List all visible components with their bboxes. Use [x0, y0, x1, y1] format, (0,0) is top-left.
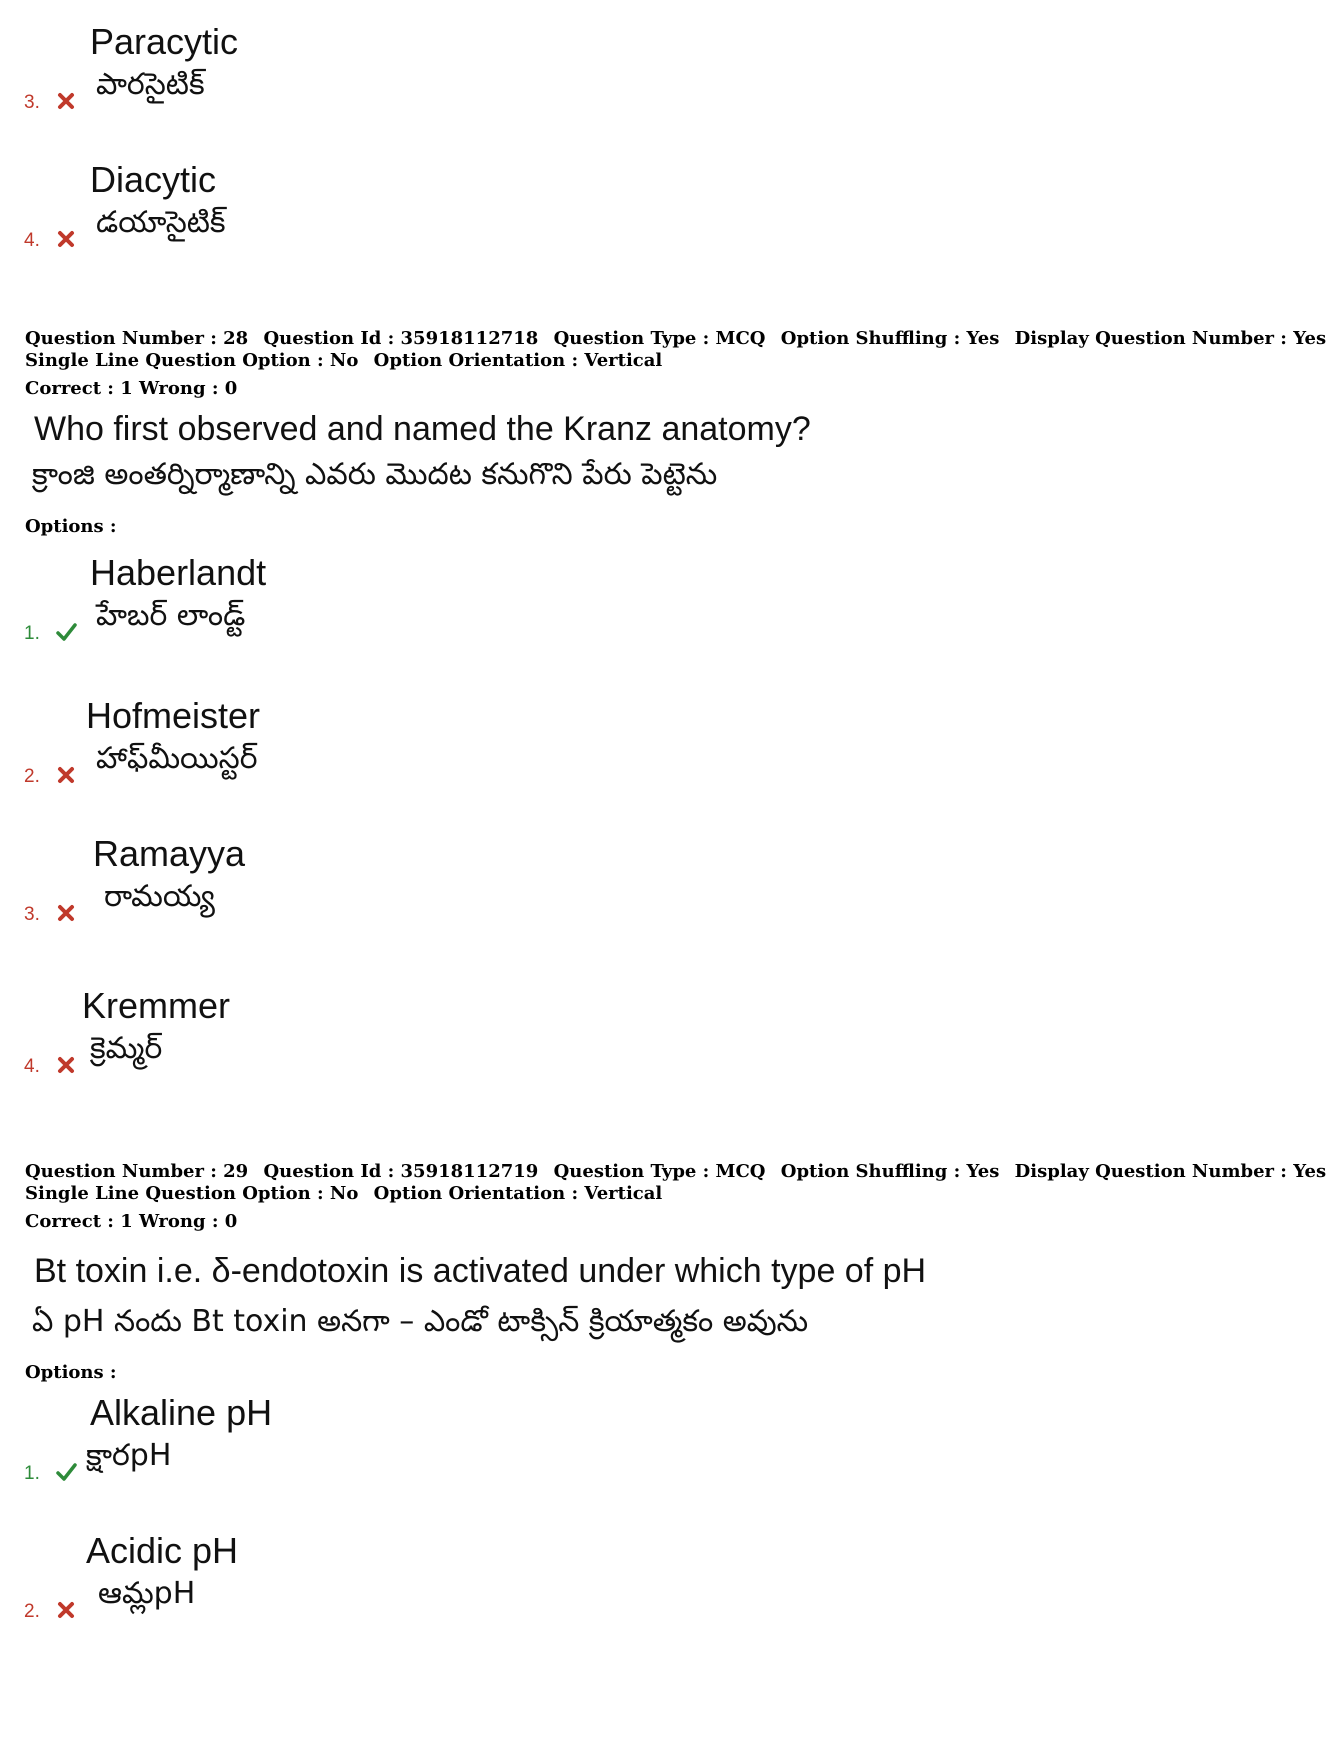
option-text-te: రామయ్య [104, 879, 215, 914]
option-orientation: Option Orientation : Vertical [373, 1183, 663, 1204]
option-q27-3 [24, 22, 624, 142]
option-text-en: Acidic pH [86, 1530, 239, 1571]
question-type: Question Type : MCQ [553, 328, 766, 349]
option-text-en: Haberlandt [90, 552, 267, 593]
question-text-en: Who first observed and named the Kranz anatomy? [34, 410, 811, 448]
question-text-en: Bt toxin i.e. δ-endotoxin is activated under which type of pH [34, 1252, 927, 1290]
option-q28-2 [24, 696, 624, 816]
display-question-number: Display Question Number : Yes [1014, 1161, 1327, 1182]
option-q29-1 [24, 1393, 624, 1513]
question-text-te: క్రాంజి అంతర్నిర్మాణాన్ని ఎవరు మొదట కనుగొని పేరు పెట్టెను [32, 457, 718, 492]
single-line-option: Single Line Question Option : No [25, 350, 359, 371]
question-number: Question Number : 28 [25, 328, 249, 349]
option-shuffling: Option Shuffling : Yes [780, 1161, 1000, 1182]
question-meta-line2 [25, 1183, 1215, 1204]
option-number: 1. [24, 623, 40, 644]
option-text-en: Ramayya [93, 833, 246, 874]
option-q28-4 [24, 986, 624, 1106]
cross-icon [55, 1054, 77, 1076]
options-label: Options : [25, 1362, 117, 1383]
option-text-en: Alkaline pH [90, 1392, 273, 1433]
cross-icon [55, 90, 77, 112]
option-q29-2 [24, 1531, 624, 1651]
question-meta-line2 [25, 350, 1215, 371]
cross-icon [55, 228, 77, 250]
option-text-te: డయాసైటిక్ [96, 205, 226, 240]
option-q28-1 [24, 553, 624, 673]
option-number: 3. [24, 904, 40, 925]
display-question-number: Display Question Number : Yes [1014, 328, 1327, 349]
option-text-te: పారసైటిక్ [96, 67, 205, 102]
cross-icon [55, 764, 77, 786]
check-icon [55, 621, 77, 643]
option-q28-3 [24, 834, 624, 954]
option-text-en: Diacytic [90, 159, 217, 200]
cross-icon [55, 1599, 77, 1621]
option-number: 4. [24, 1056, 40, 1077]
option-text-te: హాఫ్‌మీయిస్టర్ [96, 741, 258, 776]
single-line-option: Single Line Question Option : No [25, 1183, 359, 1204]
option-orientation: Option Orientation : Vertical [373, 350, 663, 371]
option-number: 1. [24, 1463, 40, 1484]
option-number: 2. [24, 1601, 40, 1622]
question-number: Question Number : 29 [25, 1161, 249, 1182]
option-text-en: Kremmer [82, 985, 231, 1026]
option-text-te: క్షారpH [86, 1438, 172, 1473]
question-id: Question Id : 35918112719 [263, 1161, 539, 1182]
cross-icon [55, 902, 77, 924]
question-meta-line1 [25, 328, 1327, 349]
question-meta-line1 [25, 1161, 1327, 1182]
option-number: 3. [24, 92, 40, 113]
option-text-te: హేబర్ లాండ్ట్ [96, 598, 246, 633]
option-q27-4 [24, 160, 624, 280]
option-text-te: ఆమ్లpH [98, 1576, 196, 1611]
question-text-te: ఏ pH నందు Bt toxin అనగా – ఎండో టాక్సిన్ క్రియాత్మకం అవును [32, 1304, 809, 1339]
option-text-te: క్రెమ్మర్ [90, 1031, 163, 1066]
option-text-en: Hofmeister [86, 695, 261, 736]
question-type: Question Type : MCQ [553, 1161, 766, 1182]
option-number: 2. [24, 766, 40, 787]
option-shuffling: Option Shuffling : Yes [780, 328, 1000, 349]
question-marks: Correct : 1 Wrong : 0 [25, 1211, 238, 1232]
check-icon [55, 1461, 77, 1483]
option-text-en: Paracytic [90, 21, 239, 62]
question-marks: Correct : 1 Wrong : 0 [25, 378, 238, 399]
options-label: Options : [25, 516, 117, 537]
question-id: Question Id : 35918112718 [263, 328, 539, 349]
option-number: 4. [24, 230, 40, 251]
